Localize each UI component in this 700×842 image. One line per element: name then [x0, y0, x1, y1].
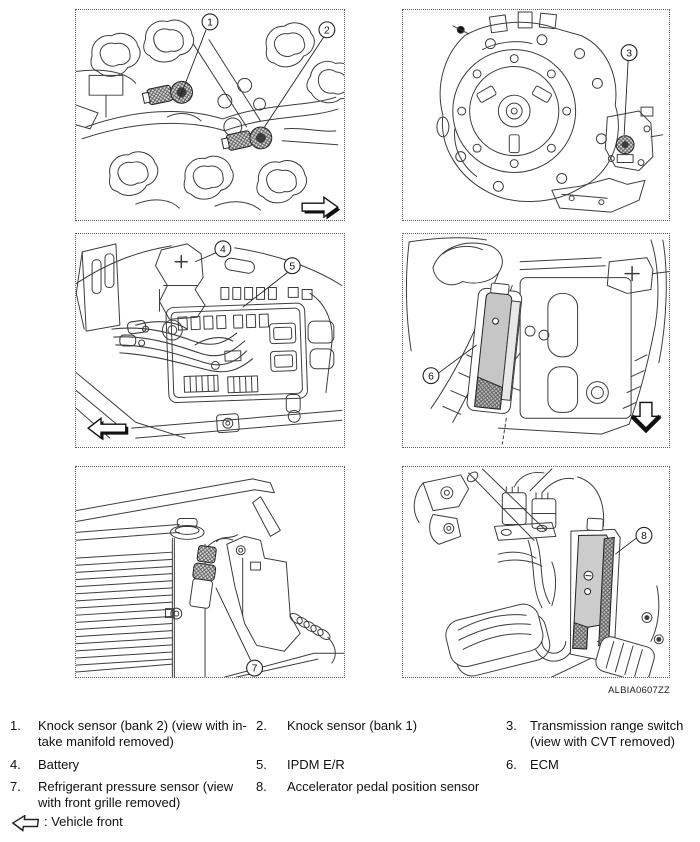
refrigerant-pressure-sensor-drawing [188, 529, 237, 611]
direction-arrow-right-icon [302, 197, 340, 219]
accelerator-pedal-pad-drawing [594, 634, 657, 677]
panel-refrigerant-pressure-sensor [75, 466, 345, 678]
svg-text:1: 1 [207, 17, 213, 29]
callout-2 [264, 22, 334, 127]
legend-number-5: 5. [256, 757, 267, 772]
vehicle-front-arrow-icon [11, 815, 39, 837]
callout-3 [621, 45, 637, 135]
legend-item-refrigerant-pressure-sensor: Refrigerant pressure sensor (view with front grille removed) [38, 779, 234, 810]
knock-sensor-bank2-drawing [142, 79, 195, 111]
legend-number-1: 1. [10, 718, 21, 733]
legend-number-6: 6. [506, 757, 517, 772]
legend-number-8: 8. [256, 779, 267, 794]
svg-text:5: 5 [289, 261, 296, 273]
legend-number-4: 4. [10, 757, 21, 772]
svg-text:2: 2 [323, 25, 330, 37]
panel-knock-sensors [75, 9, 345, 221]
panel-battery-ipdm [75, 233, 345, 448]
svg-text:4: 4 [219, 244, 226, 256]
svg-text:7: 7 [251, 663, 258, 675]
ipdm-er-drawing [166, 303, 308, 403]
legend-item-knock-sensor-bank1: Knock sensor (bank 1) [287, 718, 418, 733]
panel-accelerator-pedal [402, 466, 670, 678]
direction-arrow-left-icon [88, 418, 128, 440]
vehicle-front-label: : Vehicle front [44, 814, 123, 829]
battery-terminal-cover-drawing [156, 244, 206, 319]
legend-number-3: 3. [506, 718, 517, 733]
legend-item-ipdm: IPDM E/R [287, 757, 345, 772]
svg-text:6: 6 [428, 371, 434, 383]
legend-item-accelerator-pedal-position-sensor: Accelerator pedal position sensor [287, 779, 480, 794]
legend-item-ecm: ECM [530, 757, 559, 772]
legend-item-knock-sensor-bank2: Knock sensor (bank 2) (view with in- take manifold removed) [38, 718, 247, 749]
callout-8 [615, 527, 652, 554]
callout-4 [195, 241, 231, 262]
direction-arrow-down-icon [632, 402, 660, 430]
legend-number-2: 2. [256, 718, 267, 733]
callout-5 [243, 258, 300, 308]
transmission-range-switch-drawing [616, 136, 634, 154]
engine-line-art [76, 17, 344, 210]
brake-pedal-drawing [443, 601, 554, 677]
transmission-line-art [437, 12, 663, 212]
panel-transmission [402, 9, 670, 221]
figure-code: ALBIA0607ZZ [608, 685, 670, 696]
panel-ecm [402, 233, 670, 448]
legend-item-battery: Battery [38, 757, 80, 772]
svg-text:3: 3 [626, 48, 633, 60]
legend-item-transmission-range-switch: Transmission range switch (view with CVT removed) [530, 718, 684, 749]
svg-text:8: 8 [641, 531, 647, 543]
battery-positive-terminal-drawing [607, 258, 668, 294]
ecm-drawing [466, 282, 523, 415]
engine-room-line-art [406, 238, 666, 444]
legend-number-7: 7. [10, 779, 21, 794]
engine-room-line-art [76, 244, 342, 438]
